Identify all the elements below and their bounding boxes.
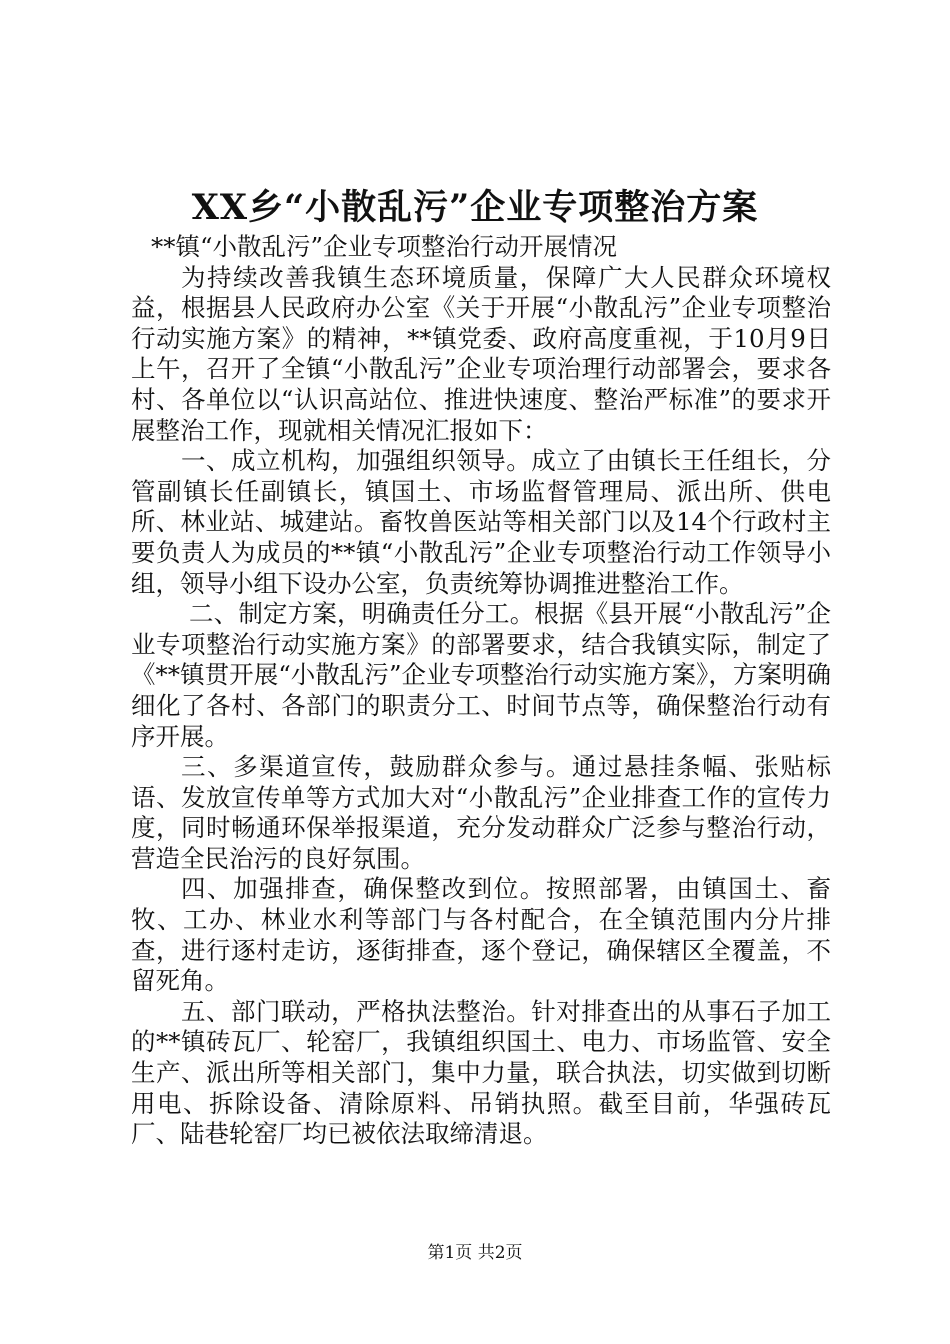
paragraph-section-2: 二、制定方案，明确责任分工。根据《县开展“小散乱污”企业专项整治行动实施方案》的部署要求，结合我镇实际，制定了《**镇贯开展“小散乱污”企业专项整治行动实施方案》，方案明确细化了各村、各部门的职责分工、时间节点等，确保整治行动有序开展。 bbox=[131, 599, 831, 751]
document-subtitle: **镇“小散乱污”企业专项整治行动开展情况 bbox=[151, 232, 618, 261]
document-title: XX乡“小散乱污”企业专项整治方案 bbox=[191, 187, 759, 228]
paragraph-section-5: 五、部门联动，严格执法整治。针对排查出的从事石子加工的**镇砖瓦厂、轮窑厂，我镇组织国土、电力、市场监管、安全生产、派出所等相关部门，集中力量，联合执法，切实做到切断用电、拆除设备、清除原料、吊销执照。截至目前，华强砖瓦厂、陆巷轮窑厂均已被依法取缔清退。 bbox=[131, 996, 831, 1149]
paragraph-intro: 为持续改善我镇生态环境质量，保障广大人民群众环境权益，根据县人民政府办公室《关于开展“小散乱污”企业专项整治行动实施方案》的精神，**镇党委、政府高度重视，于10月9日上午，召开了全镇“小散乱污”企业专项治理行动部署会，要求各村、各单位以“认识高站位、推进快速度、整治严标准”的要求开展整治工作，现就相关情况汇报如下： bbox=[131, 262, 831, 445]
paragraph-section-3: 三、多渠道宣传，鼓励群众参与。通过悬挂条幅、张贴标语、发放宣传单等方式加大对“小散乱污”企业排查工作的宣传力度，同时畅通环保举报渠道，充分发动群众广泛参与整治行动，营造全民治污的良好氛围。 bbox=[131, 752, 831, 873]
paragraph-section-4: 四、加强排查，确保整改到位。按照部署，由镇国土、畜牧、工办、林业水利等部门与各村配合，在全镇范围内分片排查，进行逐村走访，逐街排查，逐个登记，确保辖区全覆盖，不留死角。 bbox=[131, 874, 831, 996]
page-footer: 第1页 共2页 bbox=[427, 1243, 523, 1263]
document-body bbox=[131, 232, 831, 1150]
paragraph-section-1: 一、成立机构，加强组织领导。成立了由镇长王任组长，分管副镇长任副镇长，镇国土、市场监督管理局、派出所、供电所、林业站、城建站。畜牧兽医站等相关部门以及14个行政村主要负责人为成员的**镇“小散乱污”企业专项整治行动工作领导小组，领导小组下设办公室，负责统筹协调推进整治工作。 bbox=[131, 446, 831, 598]
